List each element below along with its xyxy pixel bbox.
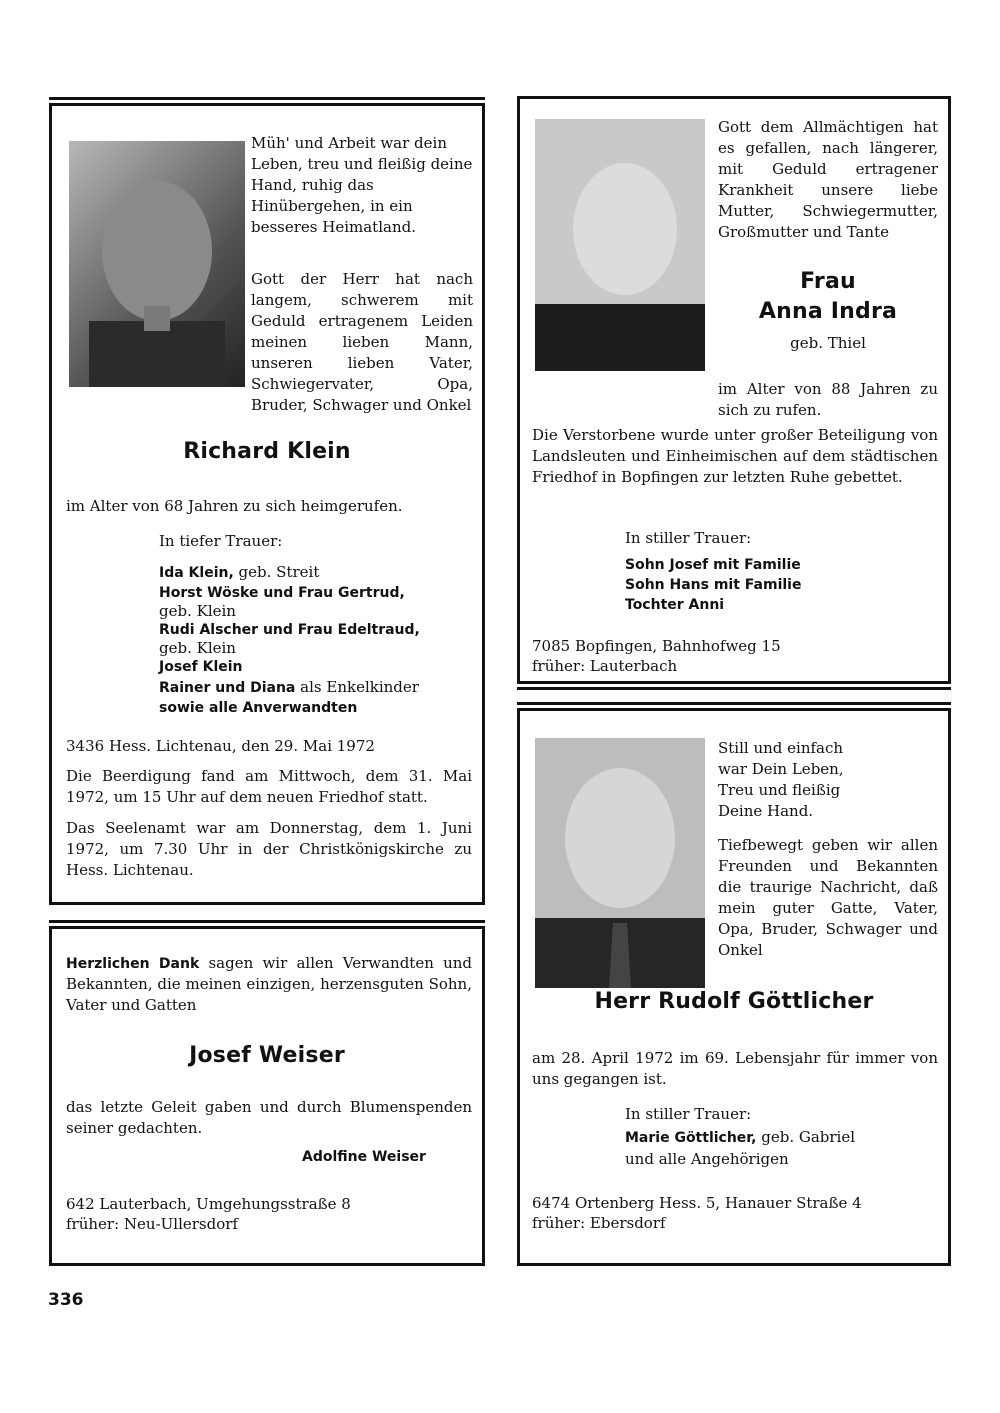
age-text: im Alter von 68 Jahren zu sich heimgerufen. [66,497,403,515]
portrait-photo [535,738,705,988]
mourner-detail: als Enkelkinder [295,678,419,696]
portrait-photo [69,141,245,387]
mourner-detail: geb. Streit [233,563,320,581]
intro-text: Tiefbewegt geben wir allen Freunden und Bekannten die traurige Nachricht, daß mein guter Gatte, Vater, Opa, Bruder, Schwager und Onkel [718,836,938,959]
page-number: 336 [48,1290,84,1310]
title-text: Frau [800,269,856,294]
address-line: 6474 Ortenberg Hess. 5, Hanauer Straße 4 [532,1194,862,1212]
mourners-list [159,562,479,718]
former-address: früher: Lauterbach [532,657,678,675]
deceased-name: Herr Rudolf Göttlicher [594,989,874,1014]
mourner-name: Tochter Anni [625,597,725,613]
mourning-label: In stiller Trauer: [625,529,752,547]
obituary-rudolf-goettlicher [517,708,951,1266]
mourner-name: Josef Klein [159,659,243,675]
thanks-rest: sagen wir allen Verwandten und Bekannten, die meinen einzigen, herzensguten Sohn, Vater und Gatten [66,954,472,1014]
mourner-name: Marie Göttlicher, [625,1130,757,1146]
thanks-text [66,953,472,1016]
intro-text: Gott dem Allmächtigen hat es gefallen, nach längerer, mit Geduld ertragener Krankheit unsere liebe Mutter, Schwiegermutter, Großmutter und Tante [718,118,938,241]
former-address: früher: Neu-Ullersdorf [66,1215,238,1233]
body-text: das letzte Geleit gaben und durch Blumenspenden seiner gedachten. [66,1098,472,1137]
portrait-photo [535,119,705,371]
mourning-label: In tiefer Trauer: [159,532,283,550]
address-line: 642 Lauterbach, Umgehungsstraße 8 [66,1195,351,1213]
address-line: 7085 Bopfingen, Bahnhofweg 15 [532,637,781,655]
mourner-name: Ida Klein, [159,565,234,581]
mourner-name: Sohn Hans mit Familie [625,577,802,593]
obituary-anna-indra [517,96,951,684]
mourner-name: sowie alle Anverwandten [159,700,358,716]
date-text: am 28. April 1972 im 69. Lebensjahr für immer von uns gegangen ist. [532,1049,938,1088]
intro-text: Gott der Herr hat nach langem, schwerem mit Geduld ertragenem Leiden meinen lieben Mann, unseren lieben Vater, Schwiegervater, Opa, Bruder, Schwager und Onkel [251,270,473,414]
mourner-detail: geb. Klein [159,639,236,657]
mourners-list [625,555,925,615]
poem-text: Müh' und Arbeit war dein Leben, treu und fleißig deine Hand, ruhig das Hinübergehen, in ein besseres Heimatland. [251,134,473,236]
obituary-richard-klein [49,103,485,905]
funeral-text: Die Beerdigung fand am Mittwoch, dem 31. Mai 1972, um 15 Uhr auf dem neuen Friedhof statt. [66,767,472,806]
mourner-name: Rainer und Diana [159,680,296,696]
place-date: 3436 Hess. Lichtenau, den 29. Mai 1972 [66,737,375,755]
deceased-name: Josef Weiser [189,1043,345,1068]
signature: Adolfine Weiser [302,1149,426,1165]
thanks-bold: Herzlichen Dank [66,956,200,972]
poem-text: Still und einfach war Dein Leben, Treu und fleißig Deine Hand. [718,739,844,820]
deceased-name: Richard Klein [183,439,351,464]
mourning-label: In stiller Trauer: [625,1105,752,1123]
mourner-name: Sohn Josef mit Familie [625,557,801,573]
mourner-name: Rudi Alscher und Frau Edeltraud, [159,622,420,638]
maiden-name: geb. Thiel [790,334,866,352]
mourner-name: Horst Wöske und Frau Gertrud, [159,585,405,601]
mourner-line: und alle Angehörigen [625,1150,789,1168]
mourner-line [625,1127,925,1148]
requiem-text: Das Seelenamt war am Donnerstag, dem 1. Juni 1972, um 7.30 Uhr in der Christkönigskirche zu Hess. Lichtenau. [66,819,472,879]
deceased-name: Anna Indra [758,299,898,324]
age-text: im Alter von 88 Jahren zu sich zu rufen. [718,380,938,419]
mourner-detail: geb. Gabriel [756,1128,856,1146]
former-address: früher: Ebersdorf [532,1214,666,1232]
mourner-detail: geb. Klein [159,602,236,620]
burial-text: Die Verstorbene wurde unter großer Beteiligung von Landsleuten und Einheimischen auf dem städtischen Friedhof in Bopfingen zur letzten Ruhe gebettet. [532,426,938,486]
thanks-josef-weiser [49,926,485,1266]
